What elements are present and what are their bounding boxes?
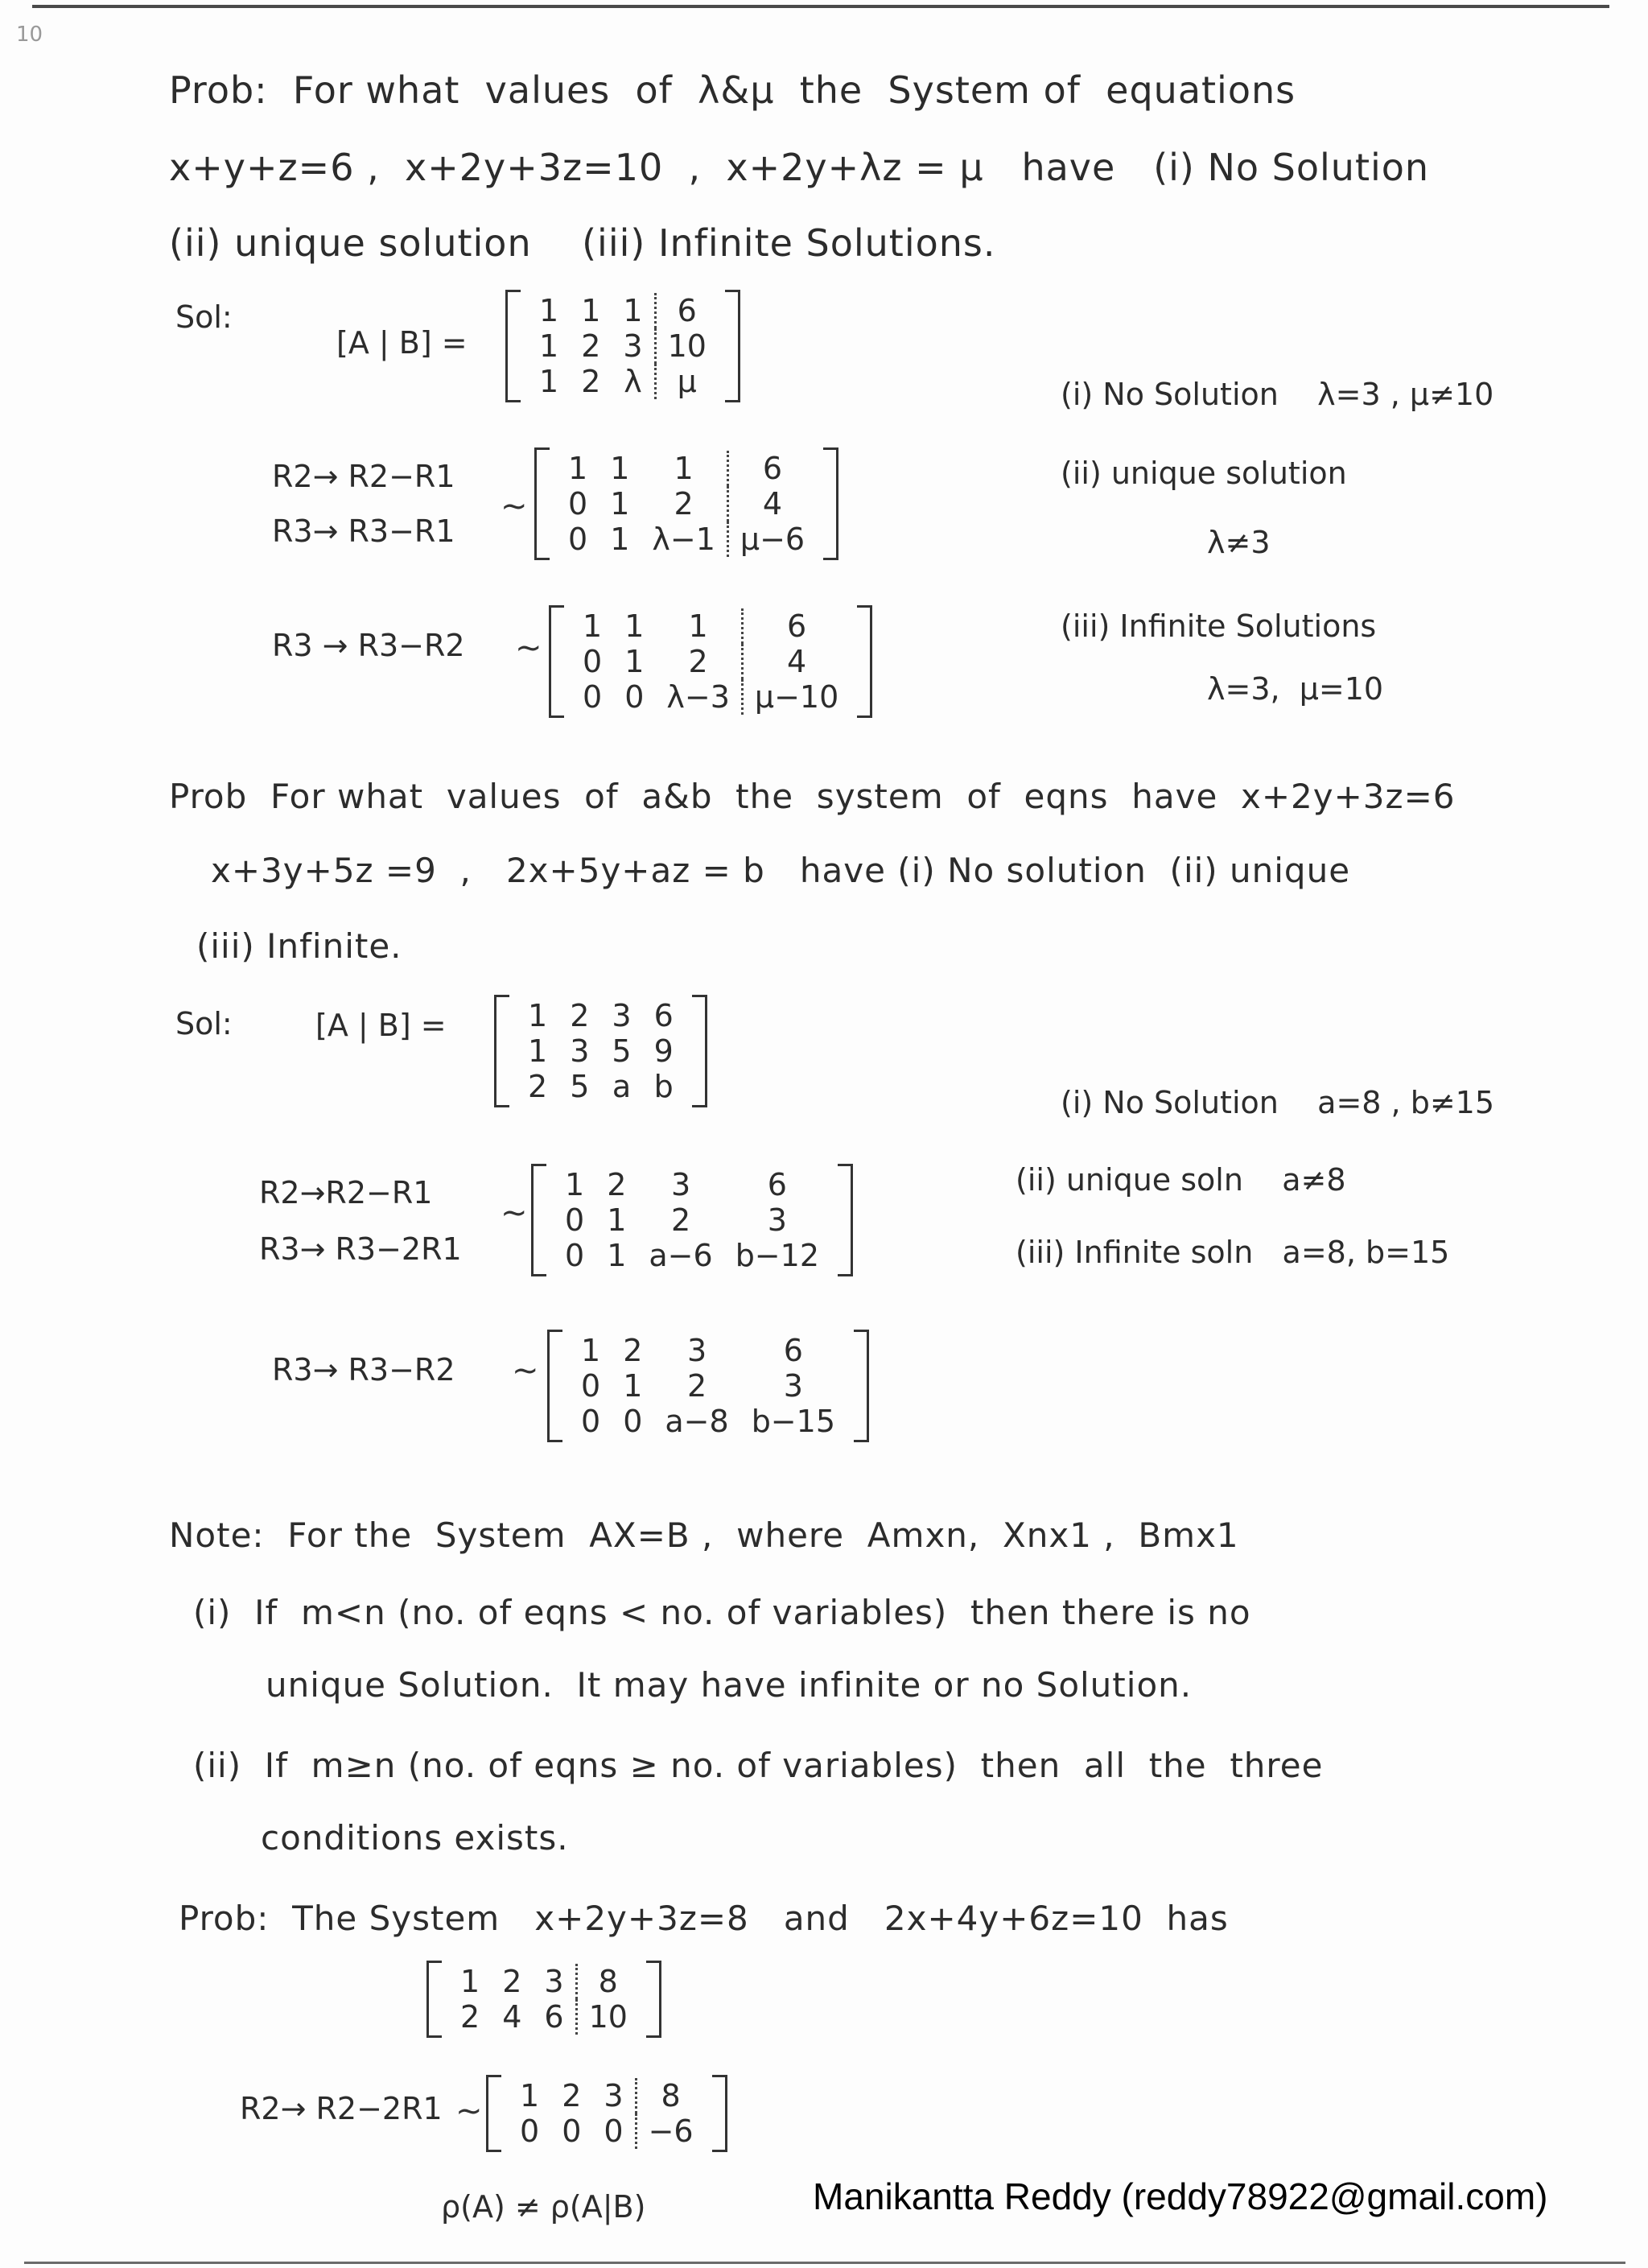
prob3-augmented-matrix [426, 1961, 661, 2038]
prob2-condition-unique: (ii) unique soln a≠8 [1016, 1162, 1346, 1198]
matrix-entry: 3 [623, 328, 643, 364]
matrix-entry: a−8 [665, 1404, 729, 1439]
matrix-entry: 3 [767, 1202, 787, 1238]
matrix-entry: 2 [607, 1167, 627, 1202]
matrix-entry: 2 [562, 2078, 582, 2113]
matrix-entry: λ−3 [666, 679, 730, 715]
prob1-row-op-1: R2→ R2−R1 [272, 459, 455, 494]
matrix-entry: 0 [624, 679, 645, 715]
matrix-entry: λ [624, 364, 642, 399]
matrix-entry: b [653, 1069, 674, 1104]
prob2-statement-line3: (iii) Infinite. [196, 926, 402, 966]
matrix-entry: 1 [623, 293, 643, 328]
prob2-row-op-2: R3→ R3−2R1 [259, 1231, 462, 1267]
matrix-entry: 0 [581, 1404, 601, 1439]
note-line2: (i) If m<n (no. of eqns < no. of variables) then there is no [193, 1593, 1251, 1632]
matrix-entry: 1 [539, 293, 559, 328]
prob3-statement: Prob: The System x+2y+3z=8 and 2x+4y+6z=10 has [179, 1899, 1229, 1938]
matrix-entry: 4 [502, 1999, 522, 2035]
matrix-entry: 3 [604, 2078, 624, 2113]
matrix-entry: 8 [598, 1964, 618, 1999]
matrix-entry: 3 [670, 1167, 691, 1202]
prob2-row-op-3: R3→ R3−R2 [272, 1352, 455, 1388]
note-line1: Note: For the System AX=B , where Amxn, Xnx1 , Bmx1 [169, 1515, 1239, 1555]
matrix-entry: 0 [604, 2113, 624, 2149]
note-line3: unique Solution. It may have infinite or no Solution. [266, 1665, 1193, 1705]
matrix-entry: 2 [581, 364, 601, 399]
matrix-entry: 4 [786, 644, 807, 679]
prob2-aug-label: [A | B] = [315, 1008, 447, 1043]
matrix-entry: 2 [623, 1333, 643, 1368]
matrix-entry: 5 [570, 1069, 590, 1104]
matrix-entry: 1 [624, 608, 645, 644]
matrix-entry: 0 [583, 679, 603, 715]
matrix-entry: 6 [767, 1167, 787, 1202]
prob1-condition-infinite-value: λ=3, μ=10 [1207, 671, 1384, 707]
prob1-statement-line1: Prob: For what values of λ&μ the System of equations [169, 68, 1296, 112]
prob1-reduced-matrix-2 [549, 605, 872, 718]
prob1-condition-no-solution: (i) No Solution λ=3 , μ≠10 [1061, 377, 1494, 412]
matrix-entry: 1 [688, 608, 708, 644]
matrix-entry: 1 [539, 364, 559, 399]
matrix-entry: 0 [568, 486, 588, 522]
matrix-entry: 8 [661, 2078, 681, 2113]
top-rule [32, 5, 1609, 8]
matrix-entry: 0 [562, 2113, 582, 2149]
matrix-entry: 1 [624, 644, 645, 679]
prob2-reduced-matrix-1 [531, 1164, 853, 1276]
matrix-entry: 1 [583, 608, 603, 644]
matrix-entry: 4 [762, 486, 783, 522]
note-line5: conditions exists. [261, 1818, 569, 1858]
matrix-entry: 1 [539, 328, 559, 364]
matrix-entry: b−15 [751, 1404, 836, 1439]
matrix-entry: 2 [688, 644, 708, 679]
matrix-entry: 2 [528, 1069, 548, 1104]
prob1-row-op-3: R3 → R3−R2 [272, 628, 465, 663]
matrix-entry: 0 [583, 644, 603, 679]
prob1-condition-unique-value: λ≠3 [1207, 525, 1271, 560]
page-mark: 10 [16, 23, 43, 47]
matrix-entry: 5 [612, 1033, 632, 1069]
matrix-entry: 2 [570, 998, 590, 1033]
prob2-sol-label: Sol: [175, 1006, 233, 1041]
matrix-entry: 3 [570, 1033, 590, 1069]
prob3-reduced-matrix [486, 2075, 727, 2152]
prob2-condition-infinite: (iii) Infinite soln a=8, b=15 [1016, 1235, 1450, 1270]
matrix-entry: 6 [786, 608, 807, 644]
matrix-entry: 1 [520, 2078, 540, 2113]
matrix-entry: 1 [610, 522, 630, 557]
matrix-entry: 1 [581, 293, 601, 328]
matrix-entry: 0 [565, 1238, 585, 1273]
prob3-equivalence: ~ [455, 2093, 483, 2130]
matrix-entry: −6 [648, 2113, 694, 2149]
prob2-augmented-matrix [494, 995, 707, 1107]
prob2-equivalence-1: ~ [501, 1194, 528, 1231]
matrix-entry: 10 [667, 328, 707, 364]
prob1-condition-unique: (ii) unique solution [1061, 456, 1347, 491]
matrix-entry: 3 [612, 998, 632, 1033]
matrix-entry: 3 [783, 1368, 803, 1404]
prob2-condition-no-solution: (i) No Solution a=8 , b≠15 [1061, 1085, 1495, 1120]
prob1-matrix-1-rows [528, 293, 718, 399]
matrix-entry: 0 [623, 1404, 643, 1439]
matrix-entry: 2 [674, 486, 694, 522]
matrix-entry: 1 [610, 486, 630, 522]
matrix-entry: 1 [565, 1167, 585, 1202]
matrix-entry: 6 [677, 293, 697, 328]
matrix-entry: 2 [502, 1964, 522, 1999]
matrix-entry: 1 [607, 1238, 627, 1273]
prob1-augmented-matrix [505, 290, 740, 402]
bottom-rule [24, 2262, 1625, 2264]
matrix-entry: 2 [581, 328, 601, 364]
matrix-entry: 1 [528, 1033, 548, 1069]
matrix-entry: 0 [520, 2113, 540, 2149]
matrix-entry: 0 [568, 522, 588, 557]
matrix-entry: a−6 [649, 1238, 713, 1273]
matrix-entry: 2 [670, 1202, 691, 1238]
matrix-entry: 0 [581, 1368, 601, 1404]
prob3-rank-comparison: ρ(A) ≠ ρ(A|B) [441, 2189, 646, 2225]
matrix-entry: λ−1 [652, 522, 715, 557]
matrix-entry: 6 [653, 998, 674, 1033]
matrix-entry: 6 [783, 1333, 803, 1368]
matrix-entry: 2 [686, 1368, 707, 1404]
prob2-statement-line2: x+3y+5z =9 , 2x+5y+az = b have (i) No solution (ii) unique [211, 851, 1351, 890]
prob1-sol-label: Sol: [175, 299, 233, 335]
note-line4: (ii) If m≥n (no. of eqns ≥ no. of variables) then all the three [193, 1746, 1324, 1785]
prob2-statement-line1: Prob For what values of a&b the system of eqns have x+2y+3z=6 [169, 777, 1456, 816]
matrix-entry: a [612, 1069, 632, 1104]
prob2-reduced-matrix-2 [547, 1330, 869, 1442]
prob1-row-op-2: R3→ R3−R1 [272, 513, 455, 549]
prob2-row-op-1: R2→R2−R1 [259, 1175, 433, 1210]
prob1-equivalence-1: ~ [501, 488, 528, 525]
prob2-equivalence-2: ~ [512, 1352, 539, 1389]
matrix-entry: μ−10 [754, 679, 839, 715]
prob1-reduced-matrix-1 [534, 447, 838, 560]
matrix-entry: 1 [568, 451, 588, 486]
prob3-row-op: R2→ R2−2R1 [240, 2091, 443, 2126]
matrix-entry: 1 [623, 1368, 643, 1404]
prob1-equivalence-2: ~ [515, 629, 542, 666]
matrix-entry: 6 [544, 1999, 564, 2035]
matrix-entry: 1 [607, 1202, 627, 1238]
matrix-entry: b−12 [735, 1238, 820, 1273]
author-footer: Manikantta Reddy (reddy78922@gmail.com) [813, 2175, 1548, 2217]
prob1-statement-line3: (ii) unique solution (iii) Infinite Solutions. [169, 221, 996, 265]
matrix-entry: 1 [460, 1964, 480, 1999]
matrix-entry: μ [677, 364, 697, 399]
prob1-aug-label: [A | B] = [336, 325, 468, 361]
matrix-entry: 0 [565, 1202, 585, 1238]
matrix-entry: 10 [588, 1999, 628, 2035]
prob1-condition-infinite: (iii) Infinite Solutions [1061, 608, 1377, 644]
prob1-statement-line2: x+y+z=6 , x+2y+3z=10 , x+2y+λz = μ have (i) No Solution [169, 146, 1430, 189]
matrix-entry: 6 [762, 451, 783, 486]
matrix-entry: 1 [528, 998, 548, 1033]
matrix-entry: 3 [686, 1333, 707, 1368]
matrix-entry: μ−6 [740, 522, 805, 557]
matrix-entry: 1 [610, 451, 630, 486]
matrix-entry: 2 [460, 1999, 480, 2035]
matrix-entry: 3 [544, 1964, 564, 1999]
matrix-entry: 1 [674, 451, 694, 486]
matrix-entry: 1 [581, 1333, 601, 1368]
matrix-entry: 9 [653, 1033, 674, 1069]
